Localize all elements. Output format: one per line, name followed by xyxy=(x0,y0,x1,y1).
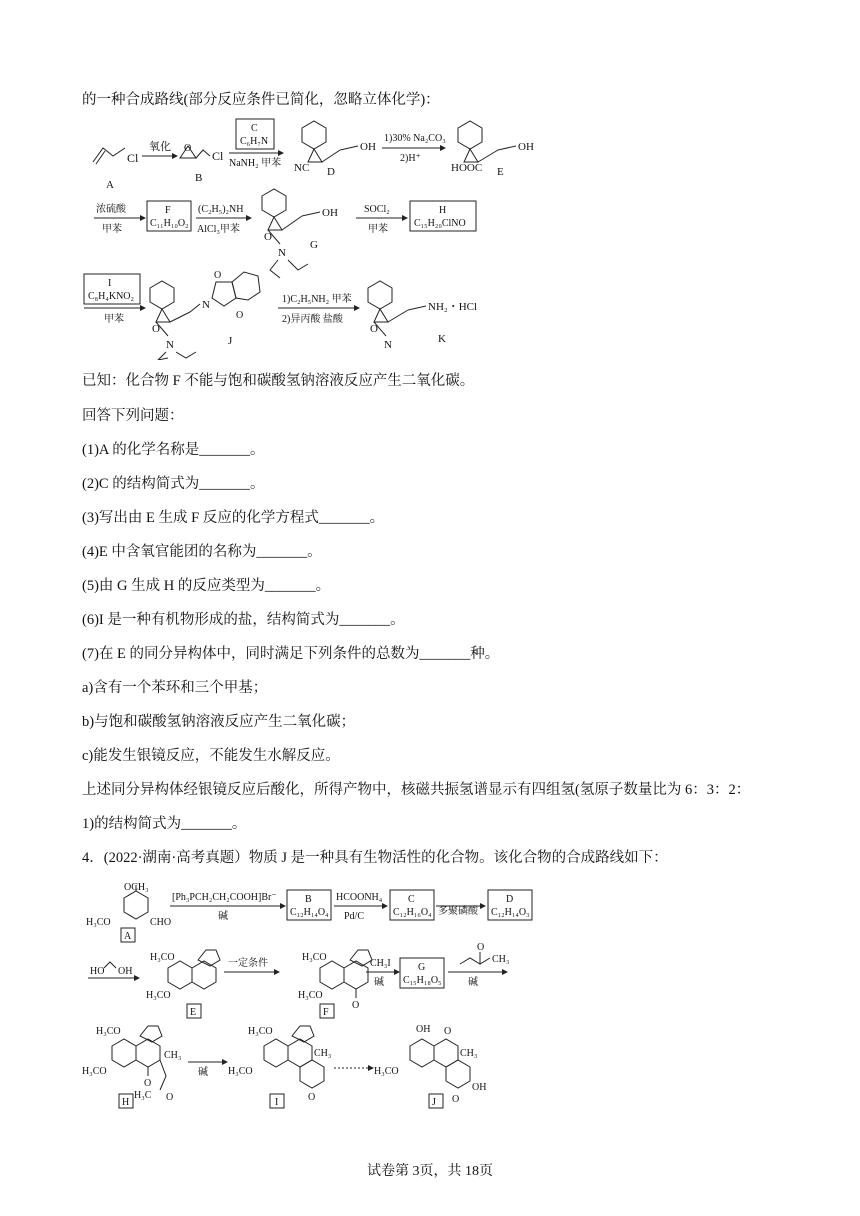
structure-e2 xyxy=(168,961,192,989)
svg-text:O: O xyxy=(308,1092,316,1103)
svg-text:H₃CO: H₃CO xyxy=(150,952,175,963)
svg-text:HOOC: HOOC xyxy=(451,162,483,174)
question-intro: 回答下列问题： xyxy=(82,408,184,424)
svg-text:OH: OH xyxy=(416,1024,431,1035)
label-i2: I xyxy=(275,1097,279,1108)
svg-text:NH₂・HCl: NH₂・HCl xyxy=(428,301,478,313)
svg-text:碱: 碱 xyxy=(468,977,478,988)
svg-text:1)C₂H₅NH₂ 甲苯: 1)C₂H₅NH₂ 甲苯 xyxy=(282,294,352,305)
svg-text:H: H xyxy=(439,205,447,216)
svg-text:O: O xyxy=(477,942,485,953)
svg-text:一定条件: 一定条件 xyxy=(228,958,268,969)
condition-c: c)能发生银镜反应，不能发生水解反应。 xyxy=(82,748,340,764)
svg-text:碱: 碱 xyxy=(218,911,228,922)
svg-text:OH: OH xyxy=(118,966,133,977)
question-5: (5)由 G 生成 H 的反应类型为_______。 xyxy=(82,578,331,594)
svg-text:G: G xyxy=(418,962,426,973)
svg-text:AlCl₃甲苯: AlCl₃甲苯 xyxy=(197,224,240,235)
svg-text:C₁₂H₁₄O₃: C₁₂H₁₄O₃ xyxy=(491,907,530,918)
svg-text:C₁₅H₂₀ClNO: C₁₅H₂₀ClNO xyxy=(414,218,466,229)
svg-text:H₃CO: H₃CO xyxy=(96,1026,121,1037)
svg-text:OH: OH xyxy=(360,141,376,153)
arrow-bd-label: NaNH₂ 甲苯 xyxy=(229,158,282,169)
svg-text:H₃CO: H₃CO xyxy=(248,1026,273,1037)
svg-text:C: C xyxy=(408,894,415,905)
svg-text:O: O xyxy=(184,143,192,154)
svg-text:HCOONH₄: HCOONH₄ xyxy=(336,892,383,903)
label-j2: J xyxy=(432,1097,436,1108)
svg-text:甲苯: 甲苯 xyxy=(104,314,124,325)
svg-text:H₃CO: H₃CO xyxy=(298,990,323,1001)
svg-text:C₈H₄KNO₂: C₈H₄KNO₂ xyxy=(88,291,135,302)
a-cl: Cl xyxy=(127,151,139,165)
svg-text:碱: 碱 xyxy=(374,977,384,988)
svg-text:多聚磷酸: 多聚磷酸 xyxy=(438,906,478,917)
label-a2: A xyxy=(124,931,132,942)
question-6: (6)I 是一种有机物形成的盐，结构简式为_______。 xyxy=(82,612,405,628)
label-h2: H xyxy=(122,1097,130,1108)
svg-text:C₆H₇N: C₆H₇N xyxy=(240,136,269,147)
svg-text:OCH₃: OCH₃ xyxy=(124,882,149,893)
question-1: (1)A 的化学名称是_______。 xyxy=(82,442,265,458)
structure-h2 xyxy=(112,1039,136,1067)
svg-text:H₃CO: H₃CO xyxy=(374,1066,399,1077)
svg-text:CH₃: CH₃ xyxy=(492,954,510,965)
arrow-ab-label: 氧化 xyxy=(149,141,171,153)
condition-a: a)含有一个苯环和三个甲基； xyxy=(82,680,268,696)
svg-text:OH: OH xyxy=(472,1082,487,1093)
label-j: J xyxy=(228,335,233,347)
question-4: (4)E 中含氧官能团的名称为_______。 xyxy=(82,544,322,560)
question-7-continued: 上述同分异构体经银镜反应后酸化，所得产物中，核磁共振氢谱显示有四组氢(氢原子数量比为 6：3：2： xyxy=(82,782,751,798)
condition-b: b)与饱和碳酸氢钠溶液反应产生二氧化碳； xyxy=(82,714,356,730)
known-condition: 已知：化合物 F 不能与饱和碳酸氢钠溶液反应产生二氧化碳。 xyxy=(82,373,475,389)
svg-text:1)30% Na₂CO₃: 1)30% Na₂CO₃ xyxy=(384,133,446,144)
svg-text:Cl: Cl xyxy=(212,149,224,163)
svg-text:Pd/C: Pd/C xyxy=(344,911,365,922)
svg-text:N: N xyxy=(384,339,392,351)
svg-text:CHO: CHO xyxy=(150,917,172,928)
svg-text:CH₃: CH₃ xyxy=(164,1050,182,1061)
svg-text:H₃CO: H₃CO xyxy=(86,917,111,928)
svg-text:2)H⁺: 2)H⁺ xyxy=(400,153,421,164)
label-f2: F xyxy=(323,1007,329,1018)
structure-j2 xyxy=(410,1039,434,1067)
question-2: (2)C 的结构简式为_______。 xyxy=(82,476,265,492)
svg-text:O: O xyxy=(352,1000,360,1011)
svg-text:B: B xyxy=(305,894,312,905)
svg-text:C: C xyxy=(251,123,258,134)
svg-text:I: I xyxy=(108,278,112,289)
label-g: G xyxy=(310,239,318,251)
question-7: (7)在 E 的同分异构体中，同时满足下列条件的总数为_______种。 xyxy=(82,646,500,662)
svg-text:D: D xyxy=(506,894,514,905)
label-b: B xyxy=(195,172,203,184)
structure-a2 xyxy=(124,891,148,919)
svg-text:OH: OH xyxy=(322,207,338,219)
svg-text:O: O xyxy=(236,310,244,321)
svg-text:O: O xyxy=(166,1092,174,1103)
label-e: E xyxy=(497,166,504,178)
svg-text:CH₃I: CH₃I xyxy=(370,958,391,969)
svg-text:O: O xyxy=(370,323,378,335)
svg-text:2)异丙酸 盐酸: 2)异丙酸 盐酸 xyxy=(282,314,343,325)
svg-text:H₃CO: H₃CO xyxy=(302,952,327,963)
svg-text:甲苯: 甲苯 xyxy=(368,224,388,235)
svg-text:F: F xyxy=(165,205,171,216)
svg-text:OH: OH xyxy=(518,141,534,153)
question-7-answer: 1)的结构简式为_______。 xyxy=(82,816,247,832)
svg-text:HO: HO xyxy=(90,966,105,977)
svg-text:H₃C: H₃C xyxy=(134,1090,152,1101)
svg-text:SOCl₂: SOCl₂ xyxy=(364,204,390,215)
svg-text:碱: 碱 xyxy=(198,1067,208,1078)
svg-text:O: O xyxy=(214,270,222,281)
svg-text:N: N xyxy=(166,339,174,351)
svg-text:O: O xyxy=(452,1094,460,1105)
label-a: A xyxy=(106,179,114,191)
svg-text:C₁₅H₁₈O₅: C₁₅H₁₈O₅ xyxy=(403,975,442,986)
structure-i2 xyxy=(264,1039,288,1067)
intro-text: 的一种合成路线(部分反应条件已简化，忽略立体化学)： xyxy=(82,92,440,108)
svg-text:CH₃: CH₃ xyxy=(460,1048,478,1059)
label-k: K xyxy=(438,333,446,345)
svg-text:N: N xyxy=(202,299,210,311)
svg-text:O: O xyxy=(152,323,160,335)
svg-text:O: O xyxy=(144,1078,152,1089)
svg-text:NC: NC xyxy=(294,162,310,174)
label-d: D xyxy=(327,166,335,178)
svg-text:浓硫酸: 浓硫酸 xyxy=(96,204,126,215)
svg-text:[Ph₃PCH₂CH₂COOH]Br⁻: [Ph₃PCH₂CH₂COOH]Br⁻ xyxy=(172,892,277,903)
svg-text:H₃CO: H₃CO xyxy=(82,1066,107,1077)
svg-text:C₁₂H₁₄O₄: C₁₂H₁₄O₄ xyxy=(290,907,329,918)
svg-text:CH₃: CH₃ xyxy=(314,1048,332,1059)
svg-text:N: N xyxy=(278,247,286,259)
svg-text:H₃CO: H₃CO xyxy=(146,990,171,1001)
label-e2: E xyxy=(190,1007,197,1018)
problem-4-title: 4．(2022·湖南·高考真题）物质 J 是一种具有生物活性的化合物。该化合物的合成路线如下： xyxy=(82,850,668,866)
svg-text:H₃CO: H₃CO xyxy=(228,1066,253,1077)
question-3: (3)写出由 E 生成 F 反应的化学方程式_______。 xyxy=(82,510,385,526)
svg-text:C₁₁H₁₀O₂: C₁₁H₁₀O₂ xyxy=(150,218,189,229)
svg-text:(C₂H₅)₂NH: (C₂H₅)₂NH xyxy=(198,204,244,215)
svg-text:O: O xyxy=(264,231,272,243)
structure-f2 xyxy=(320,961,344,989)
page-footer: 试卷第 3页，共 18页 xyxy=(367,1164,493,1179)
svg-text:C₁₂H₁₆O₄: C₁₂H₁₆O₄ xyxy=(393,907,432,918)
svg-text:O: O xyxy=(444,1026,452,1037)
svg-text:甲苯: 甲苯 xyxy=(102,224,122,235)
